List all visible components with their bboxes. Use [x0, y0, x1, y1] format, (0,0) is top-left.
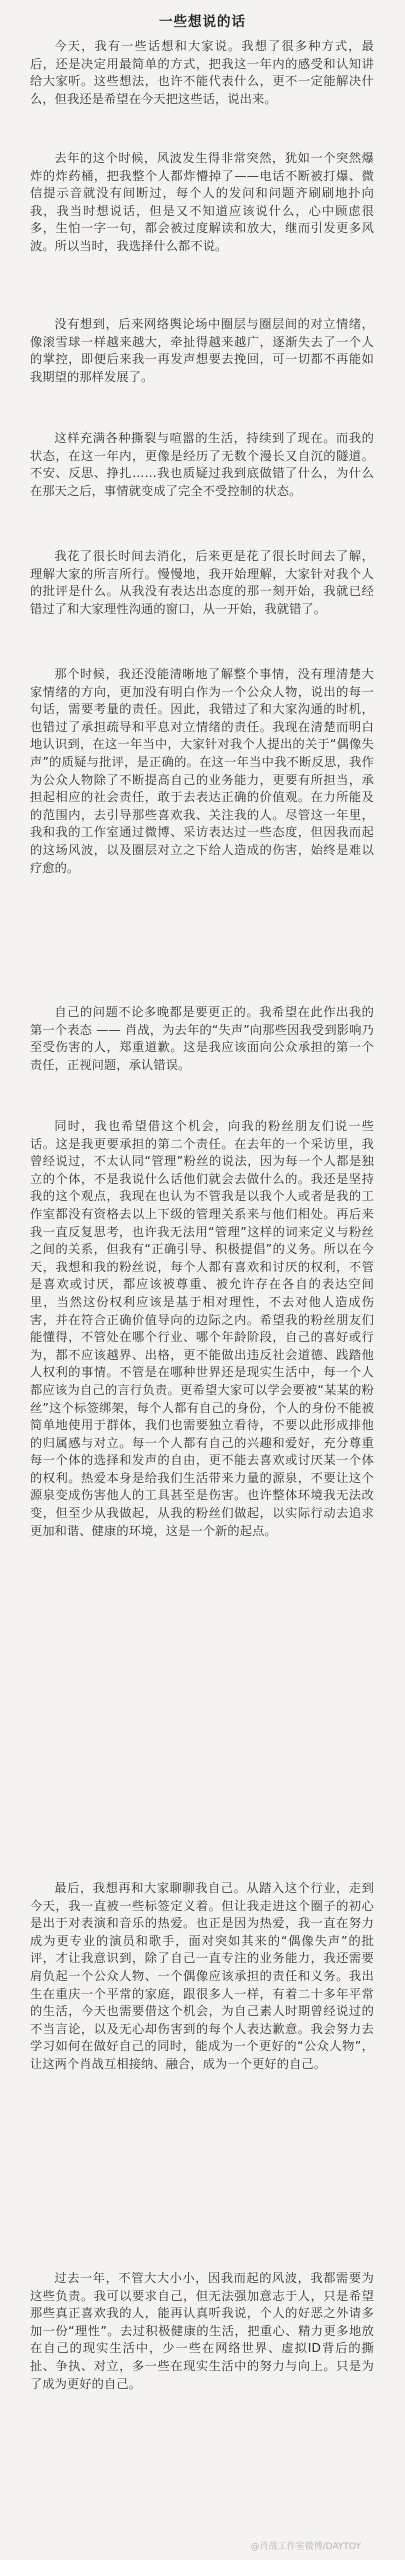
paragraph-7: 自己的问题不论多晚都是要更正的。我希望在此作出我的第一个表态 —— 肖战，为去年的“失声”向那些因我受到影响乃至受伤害的人，郑重道歉。这是我应该面向公众承担的第一个责任，正视问题，承认错误。: [30, 1005, 374, 1072]
document-title: 一些想说的话: [159, 14, 246, 30]
paragraph-2: 去年的这个时候，风波发生得非常突然，犹如一个突然爆炸的炸药桶，把我整个人都炸懵掉了——电话不断被打爆、微信提示音就没有间断过，每个人的发问和问题齐刷刷地扑向我，我当时想说话，但是又不知道应该说什么，心中顾虑很多，生怕一字一句，都会被过度解读和放大，继而引发更多风波。所以当时，我选择什么都不说。: [30, 151, 374, 253]
weibo-watermark: @肖战工作室微博/DAYTOY: [250, 2542, 361, 2552]
paragraph-9: 最后，我想再和大家聊聊我自己。从踏入这个行业，走到今天，我一直被一些标签定义着。但让我走进这个圈子的初心是出于对表演和音乐的热爱。也正是因为热爱，我一直在努力成为更专业的演员和歌手，面对突如其来的“偶像失声”的批评，才让我意识到，除了自己一直专注的业务能力，我还需要肩负起一个公众人物、一个偶像应该承担的责任和义务。我出生在重庆一个平常的家庭，跟很多人一样，有着二十多年平常的生活，今天也需要借这个机会，为自己素人时期曾经说过的不当言论，以及无心却伤害到的每个人表达歉意。我会努力去学习如何在做好自己的同时，能成为一个更好的“公众人物”，让这两个肖战互相接纳、融合，成为一个更好的自己。: [30, 1881, 374, 2071]
paragraph-1: 今天，我有一些话想和大家说。我想了很多种方式，最后，还是决定用最简单的方式，把我这一年内的感受和认知讲给大家听。这些想法，也许不能代表什么，更不一定能解决什么，但我还是希望在今天把这些话，说出来。: [30, 39, 374, 106]
paragraph-4: 这样充满各种撕裂与喧嚣的生活，持续到了现在。而我的状态，在这一年内，更像是经历了无数个漫长又自沉的隧道。不安、反思、挣扎……我也质疑过我到底做错了什么，为什么在那天之后，事情就变成了完全不受控制的状态。: [30, 431, 374, 498]
paragraph-6: 那个时候，我还没能清晰地了解整个事情，没有理清楚大家情绪的方向，更加没有明白作为一个公众人物，说出的每一句话，需要考量的责任。因此，我错过了和大家沟通的时机，也错过了承担疏导和平息对立情绪的责任。我现在清楚而明白地认识到，在这一年当中，大家针对我个人提出的关于“偶像失声”的质疑与批评，是正确的。在这一年当中我不断反思，我作为公众人物除了不断提高自己的业务能力，更要有所担当，承担起相应的社会责任，敢于去表达正确的价值观。在力所能及的范围内，去引导那些喜欢我、关注我的人。尽管这一年里，我和我的工作室通过微博、采访表达过一些态度，但因我而起的这场风波，以及圈层对立之下给人造成的伤害，始终是难以疗愈的。: [30, 667, 374, 875]
paragraph-5: 我花了很长时间去消化，后来更是花了很长时间去了解，理解大家的所言所行。慢慢地，我开始理解，大家针对我个人的批评是什么。从我没有表达出态度的那一刻开始，我就已经错过了和大家理性沟通的窗口，从一开始，我就错了。: [30, 549, 374, 616]
paragraph-3: 没有想到，后来网络舆论场中圈层与圈层间的对立情绪，像滚雪球一样越来越大，牵扯得越来越广，逐渐失去了一个人的掌控，即便后来我一再发声想要去挽回，可一切都不再能如我期望的那样发展了。: [30, 317, 374, 384]
paragraph-8: 同时，我也希望借这个机会，向我的粉丝朋友们说一些话。这是我更要承担的第二个责任。在去年的一个采访里，我曾经说过，不太认同“管理”粉丝的说法，因为每一个人都是独立的个体，不是我说什么话他们就会去做什么的。我还是坚持我的这个观点，我现在也认为不管我是以我个人或者是我的工作室都没有资格去以上下级的管理关系来与他们相处。再后来我一直反复思考，也许我无法用“管理”这样的词来定义与粉丝之间的关系，但我有“正确引导、积极提倡”的义务。所以在今天，我想和我的粉丝说，每个人都有喜欢和讨厌的权利，不管是喜欢或讨厌，都应该被尊重、被允许存在各自的表达空间里，当然这份权利应该是基于相对理性，不去对他人造成伤害，并在符合正确价值导向的边际之内。希望我的粉丝朋友们能懂得，不管处在哪个行业、哪个年龄阶段，自己的喜好或行为，都不应该越界、出格，更不能做出违反社会道德、践踏他人权利的事情。不管是在哪种世界还是现实生活中，每一个人都应该为自己的言行负责。更希望大家可以学会要被“某某的粉丝”这个标签绑架，每个人都有自己的身份，个人的身份不能被简单地使用于群体，我们也需要独立看待，不要以此形成排他的归属感与对立。每一个人都有自己的兴趣和爱好，充分尊重每一个体的选择和发声的自由，更不能去喜欢或讨厌某一个体的权利。热爱本身是给我们生活带来力量的源泉，不要让这个源泉变成伤害他人的工具甚至是伤害。也许整体环境我无法改变，但至少从我做起，从我的粉丝们做起，以实际行动去追求更加和谐、健康的环境，这是一个新的起点。: [30, 1119, 374, 1538]
paragraph-10: 过去一年，不管大大小小，因我而起的风波，我都需要为这些负责。我可以要求自己，但无法强加意志于人，只是希望那些真正喜欢我的人，能再认真听我说，个人的好恶之外请多加一份“理性”。去过积极健康的生活，把重心、精力更多地放在自己的现实生活中，少一些在网络世界、虚拟ID背后的撕扯、争执、对立，多一些在现实生活中的努力与向上。只是为了成为更好的自己。: [30, 2271, 374, 2391]
